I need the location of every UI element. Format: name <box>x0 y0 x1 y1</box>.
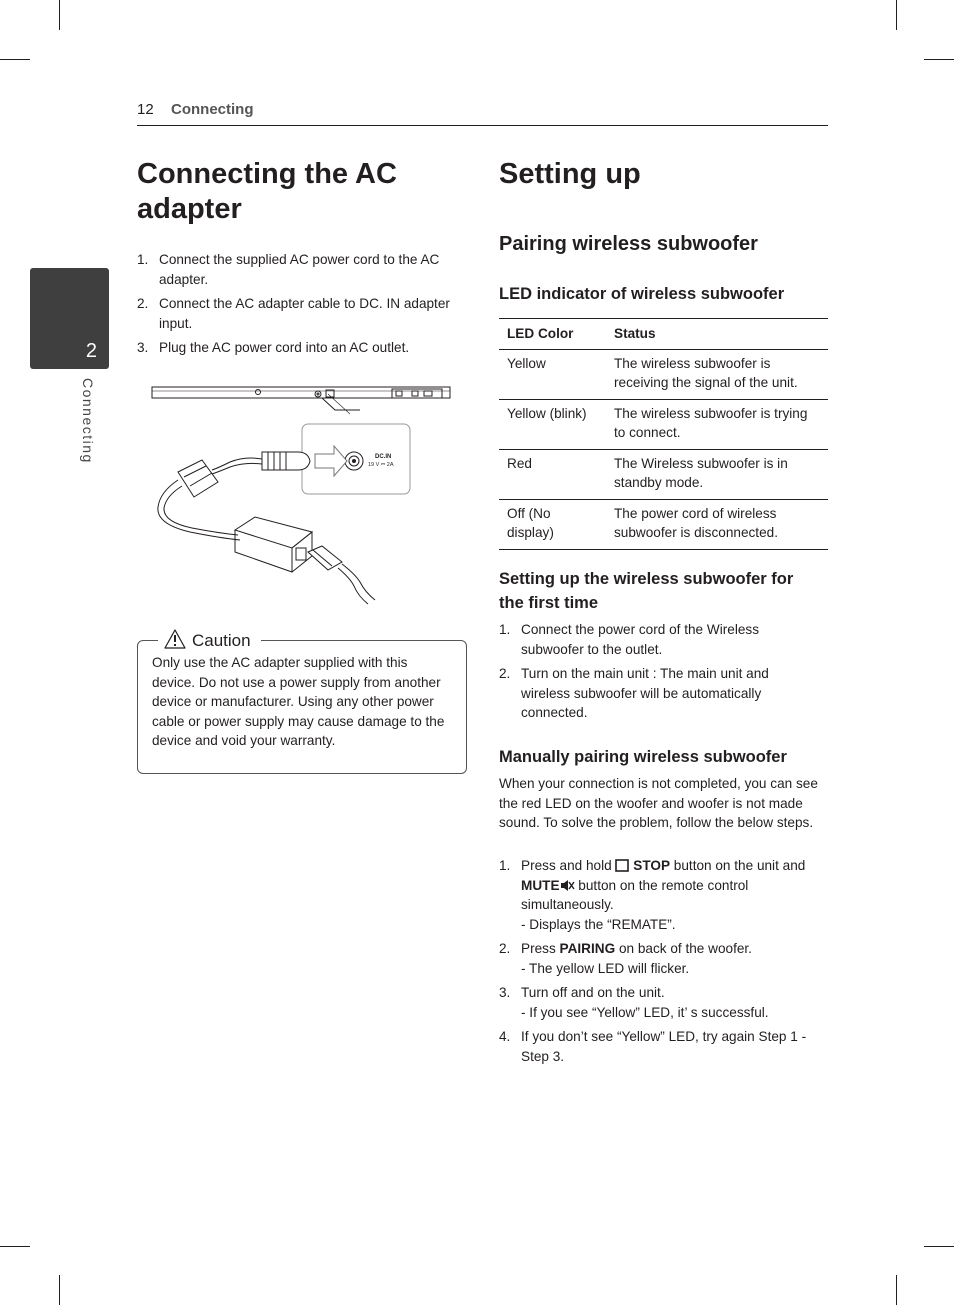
crop-mark <box>59 0 60 30</box>
led-status: The power cord of wireless subwoofer is disconnected. <box>606 499 828 549</box>
caution-box <box>137 631 467 774</box>
table-row <box>499 449 828 499</box>
table-row <box>499 499 828 549</box>
ac-steps <box>137 250 467 363</box>
stop-icon <box>615 859 629 872</box>
crop-mark <box>924 1246 954 1247</box>
list-item: 1. Connect the power cord of the Wireless subwoofer to the outlet. <box>499 622 760 657</box>
list-item: 3. Turn off and on the unit. - If you see “Yellow” LED, it’ s successful. <box>499 985 769 1020</box>
led-status: The Wireless subwoofer is in standby mode. <box>606 449 828 499</box>
column-header: LED Color <box>499 319 606 350</box>
crop-mark <box>0 59 30 60</box>
list-item: 2. Connect the AC adapter cable to DC. IN adapter input. <box>137 296 450 331</box>
table-header-row <box>499 319 828 350</box>
column-header: Status <box>606 319 828 350</box>
led-heading: LED indicator of wireless subwoofer <box>499 285 785 303</box>
pairing-heading: Pairing wireless subwoofer <box>499 233 758 255</box>
manual-steps <box>499 856 821 1071</box>
first-time-steps <box>499 620 809 728</box>
led-color: Off (No display) <box>499 499 606 549</box>
manual-heading: Manually pairing wireless subwoofer <box>499 748 787 766</box>
caution-heading: Caution <box>158 629 261 651</box>
crop-mark <box>59 1275 60 1305</box>
page-number: 12 <box>137 101 154 118</box>
list-item: 1. Connect the supplied AC power cord to the AC adapter. <box>137 252 440 287</box>
crop-mark <box>0 1246 30 1247</box>
section-name: Connecting <box>171 101 254 118</box>
list-item: 2. Press PAIRING on back of the woofer. - The yellow LED will flicker. <box>499 941 752 976</box>
mute-icon <box>560 879 575 892</box>
chapter-number: 2 <box>85 340 97 362</box>
led-status: The wireless subwoofer is trying to connect. <box>606 399 828 449</box>
caution-text: Only use the AC adapter supplied with this device. Do not use a power supply from another device or manufacturer. Using any other power cable or power supply may cause damage to the device and void your warranty. <box>152 655 445 748</box>
chapter-tab <box>30 268 109 369</box>
jack-rating: 19 V ⎓ 2A <box>368 462 394 468</box>
led-status: The wireless subwoofer is receiving the signal of the unit. <box>606 349 828 399</box>
table-row <box>499 349 828 399</box>
right-title: Setting up <box>499 158 641 190</box>
list-item: 1. Press and hold STOP button on the unit and MUTE button on the remote control simultaneously. - Displays the “REMATE”. <box>499 858 806 932</box>
led-color: Yellow <box>499 349 606 399</box>
manual-intro: When your connection is not completed, you can see the red LED on the woofer and woofer is not made sound. To solve the problem, follow the below steps. <box>499 776 818 830</box>
led-color: Yellow (blink) <box>499 399 606 449</box>
table-row <box>499 399 828 449</box>
page-header <box>137 100 828 126</box>
crop-mark <box>896 1275 897 1305</box>
first-time-heading: Setting up the wireless subwoofer for the first time <box>499 570 794 612</box>
chapter-label: Connecting <box>80 378 96 464</box>
list-item: 3. Plug the AC power cord into an AC outlet. <box>137 340 410 355</box>
ac-adapter-illustration <box>150 382 455 607</box>
led-color: Red <box>499 449 606 499</box>
list-item: 4. If you don’t see “Yellow” LED, try again Step 1 - Step 3. <box>499 1029 807 1064</box>
jack-label: DC.IN <box>375 454 392 460</box>
left-title: Connecting the AC adapter <box>137 158 397 225</box>
led-table <box>499 318 828 550</box>
list-item: 2. Turn on the main unit : The main unit and wireless subwoofer will be automatically connected. <box>499 666 769 720</box>
warning-icon <box>164 629 186 649</box>
crop-mark <box>896 0 897 30</box>
crop-mark <box>924 59 954 60</box>
